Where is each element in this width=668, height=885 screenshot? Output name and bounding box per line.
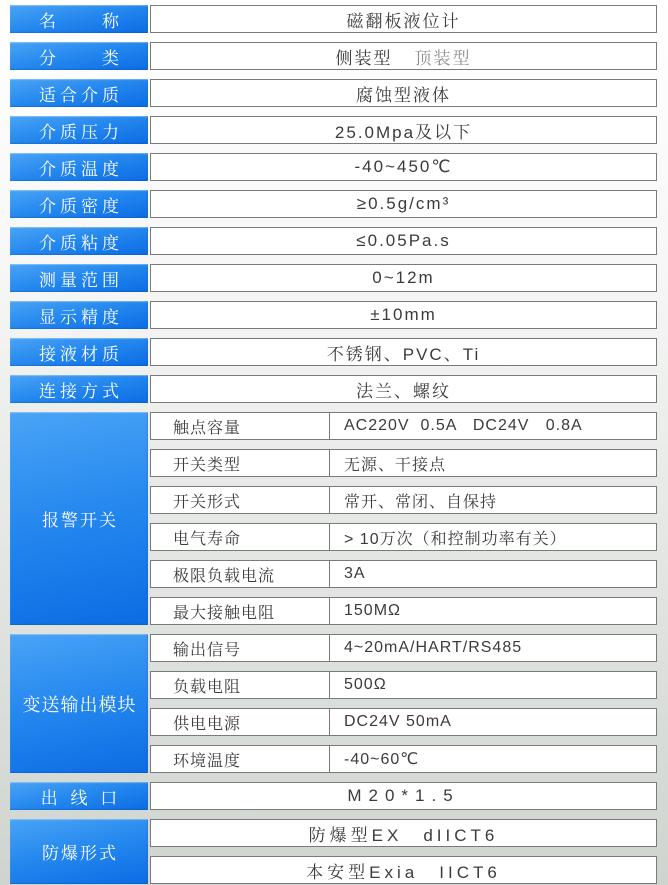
subrow-value: 4~20mA/HART/RS485	[344, 639, 523, 656]
alarm-switch-section	[10, 412, 657, 625]
row-label-media: 适合介质	[10, 79, 148, 107]
subrow-switch-type	[150, 449, 657, 477]
subrow-label: 输出信号	[151, 635, 330, 661]
row-label-wetted-material: 接液材质	[10, 338, 148, 366]
subrow-label: 开关形式	[151, 487, 330, 513]
row-value-media: 腐蚀型液体	[150, 79, 657, 107]
category-top-mounted: 顶装型	[414, 48, 472, 68]
table-row-name	[10, 5, 657, 33]
subrow-flameproof	[150, 819, 657, 847]
row-label-density: 介质密度	[10, 190, 148, 218]
alarm-switch-label: 报警开关	[10, 412, 148, 625]
subrow-intrinsically-safe	[150, 856, 657, 884]
transmitter-module-subrows	[150, 634, 657, 773]
subrow-label: 极限负载电流	[151, 561, 330, 587]
subrow-label: 触点容量	[151, 413, 330, 439]
table-row-range	[10, 264, 657, 292]
row-value-name: 磁翻板液位计	[150, 5, 657, 33]
explosion-proof-subrows	[150, 819, 657, 884]
table-row-accuracy	[10, 301, 657, 329]
subrow-value: -40~60℃	[344, 751, 420, 768]
subrow-value: DC24V 50mA	[344, 713, 452, 730]
subrow-value: 防爆型EX dIICT6	[308, 825, 499, 845]
subrow-value: 150MΩ	[344, 602, 401, 619]
row-label-viscosity: 介质粘度	[10, 227, 148, 255]
subrow-limit-load-current	[150, 560, 657, 588]
table-row-viscosity	[10, 227, 657, 255]
row-label-range: 测量范围	[10, 264, 148, 292]
table-row-pressure	[10, 116, 657, 144]
table-row-outlet	[10, 782, 657, 810]
subrow-ambient-temperature	[150, 745, 657, 773]
row-label-accuracy: 显示精度	[10, 301, 148, 329]
row-label-connection: 连接方式	[10, 375, 148, 403]
row-label-name: 名 称	[10, 5, 148, 33]
subrow-label: 负载电阻	[151, 672, 330, 698]
row-value-viscosity: ≤0.05Pa.s	[150, 227, 657, 255]
subrow-label: 最大接触电阻	[151, 598, 330, 624]
table-row-density	[10, 190, 657, 218]
explosion-proof-label: 防爆形式	[10, 819, 148, 884]
row-value-category	[150, 42, 657, 70]
subrow-label: 供电电源	[151, 709, 330, 735]
row-value-range: 0~12m	[150, 264, 657, 292]
subrow-label: 开关类型	[151, 450, 330, 476]
row-value-pressure: 25.0Mpa及以下	[150, 116, 657, 144]
row-label-category: 分 类	[10, 42, 148, 70]
subrow-output-signal	[150, 634, 657, 662]
table-row-media	[10, 79, 657, 107]
subrow-load-resistance	[150, 671, 657, 699]
row-value-temperature: -40~450℃	[150, 153, 657, 181]
alarm-switch-subrows	[150, 412, 657, 625]
subrow-contact-capacity	[150, 412, 657, 440]
transmitter-module-label: 变送输出模块	[10, 634, 148, 773]
transmitter-module-section	[10, 634, 657, 773]
table-row-temperature	[10, 153, 657, 181]
row-label-outlet: 出 线 口	[10, 782, 148, 810]
subrow-value: 本安型Exia IICT6	[306, 862, 501, 882]
subrow-label: 环境温度	[151, 746, 330, 772]
subrow-label: 电气寿命	[151, 524, 330, 550]
subrow-value: 3A	[344, 565, 366, 582]
table-row-connection	[10, 375, 657, 403]
row-label-pressure: 介质压力	[10, 116, 148, 144]
subrow-value: 500Ω	[344, 676, 387, 693]
row-value-density: ≥0.5g/cm³	[150, 190, 657, 218]
subrow-value: AC220V 0.5A DC24V 0.8A	[344, 417, 583, 434]
row-label-temperature: 介质温度	[10, 153, 148, 181]
row-value-outlet: M20*1.5	[150, 782, 657, 810]
row-value-accuracy: ±10mm	[150, 301, 657, 329]
row-value-connection: 法兰、螺纹	[150, 375, 657, 403]
subrow-max-contact-resistance	[150, 597, 657, 625]
subrow-switch-form	[150, 486, 657, 514]
row-value-wetted-material: 不锈钢、PVC、Ti	[150, 338, 657, 366]
subrow-electrical-life	[150, 523, 657, 551]
explosion-proof-section	[10, 819, 657, 884]
table-row-category	[10, 42, 657, 70]
subrow-value: 常开、常闭、自保持	[344, 493, 498, 511]
subrow-value: 无源、干接点	[344, 456, 447, 474]
category-side-mounted: 侧装型	[335, 48, 393, 68]
table-row-wetted-material	[10, 338, 657, 366]
subrow-power-supply	[150, 708, 657, 736]
subrow-value: > 10万次（和控制功率有关）	[344, 530, 567, 548]
